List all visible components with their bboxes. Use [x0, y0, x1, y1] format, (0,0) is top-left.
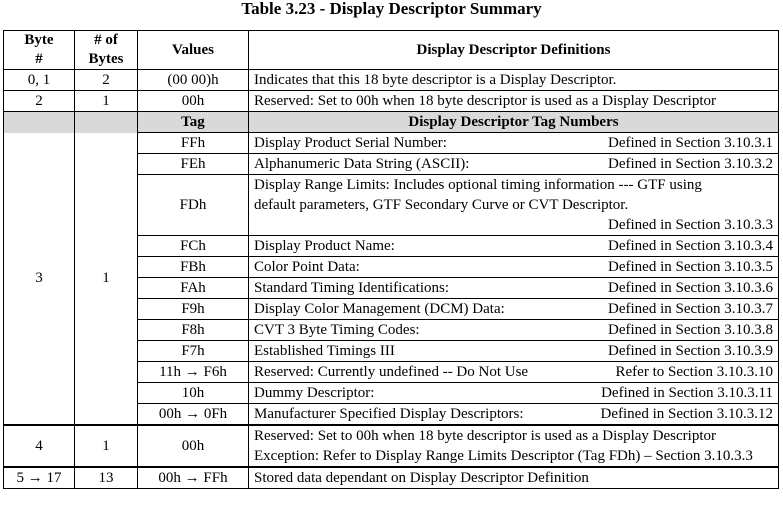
tag-definition: Established Timings III Defined in Section 3.10.3.9: [249, 341, 779, 362]
tag-definition: Display Product Name: Defined in Section 3.10.3.4: [249, 236, 779, 257]
tag-value: FBh: [138, 257, 249, 278]
tag-value: FEh: [138, 154, 249, 175]
tag-definition: Display Product Serial Number: Defined in Section 3.10.3.1: [249, 133, 779, 154]
section-ref: Defined in Section 3.10.3.5: [608, 259, 773, 275]
tag-header-row: [4, 112, 779, 133]
header-byte: Byte #: [4, 31, 75, 70]
tag-value: FFh: [138, 133, 249, 154]
count-cell-empty: [75, 112, 138, 133]
section-ref: Defined in Section 3.10.3.8: [608, 322, 773, 338]
table-header-row: [4, 31, 779, 70]
section-ref: Defined in Section 3.10.3.1: [608, 135, 773, 151]
byte-cell: 5 → 17: [4, 467, 75, 489]
tag-header: Tag: [138, 112, 249, 133]
tag-definition: Reserved: Currently undefined -- Do Not Use Refer to Section 3.10.3.10: [249, 362, 779, 383]
section-ref: Defined in Section 3.10.3.3: [608, 217, 773, 233]
tag-definition: Dummy Descriptor: Defined in Section 3.10.3.11: [249, 383, 779, 404]
tag-definition: Display Color Management (DCM) Data: Defined in Section 3.10.3.7: [249, 299, 779, 320]
tag-definition: Manufacturer Specified Display Descriptors: Defined in Section 3.10.3.12: [249, 404, 779, 426]
byte-cell: 3: [4, 133, 75, 426]
section-ref: Defined in Section 3.10.3.6: [608, 280, 773, 296]
tag-definition: Color Point Data: Defined in Section 3.10.3.5: [249, 257, 779, 278]
display-descriptor-table: [3, 30, 779, 489]
tag-value: FAh: [138, 278, 249, 299]
count-cell: 1: [75, 91, 138, 112]
tag-definition: CVT 3 Byte Timing Codes: Defined in Section 3.10.3.8: [249, 320, 779, 341]
byte-cell: 2: [4, 91, 75, 112]
value-cell: (00 00)h: [138, 70, 249, 91]
tag-value: 11h → F6h: [138, 362, 249, 383]
table-row: [4, 467, 779, 489]
section-ref: Defined in Section 3.10.3.2: [608, 156, 773, 172]
tag-value: FCh: [138, 236, 249, 257]
count-cell: 2: [75, 70, 138, 91]
table-row: [4, 91, 779, 112]
section-ref: Defined in Section 3.10.3.9: [608, 343, 773, 359]
table-row: [4, 70, 779, 91]
definition-cell: Reserved: Set to 00h when 18 byte descriptor is used as a Display Descriptor: [249, 91, 779, 112]
tag-row: [4, 133, 779, 154]
tag-value: 00h → 0Fh: [138, 404, 249, 426]
value-cell: 00h: [138, 91, 249, 112]
tag-value: F9h: [138, 299, 249, 320]
count-cell: 1: [75, 133, 138, 426]
table-row: [4, 425, 779, 467]
tag-value: 10h: [138, 383, 249, 404]
tag-definition: Display Range Limits: Includes optional timing information --- GTF using default parameters, GTF Secondary Curve or CVT Descriptor. Defined in Section 3.10.3.3: [249, 175, 779, 236]
section-ref: Defined in Section 3.10.3.4: [608, 238, 773, 254]
byte-cell-empty: [4, 112, 75, 133]
tag-definition: Standard Timing Identifications: Defined in Section 3.10.3.6: [249, 278, 779, 299]
header-num-bytes: # of Bytes: [75, 31, 138, 70]
header-values: Values: [138, 31, 249, 70]
tag-value: FDh: [138, 175, 249, 236]
definition-cell: Reserved: Set to 00h when 18 byte descriptor is used as a Display Descriptor Exception: Refer to Display Range Limits Descriptor (Tag FDh) – Section 3.10.3.3: [249, 425, 779, 467]
tag-value: F8h: [138, 320, 249, 341]
tag-value: F7h: [138, 341, 249, 362]
value-cell: 00h: [138, 425, 249, 467]
tag-definition: Alphanumeric Data String (ASCII): Defined in Section 3.10.3.2: [249, 154, 779, 175]
section-ref: Defined in Section 3.10.3.11: [601, 385, 773, 401]
byte-cell: 4: [4, 425, 75, 467]
definition-cell: Indicates that this 18 byte descriptor is a Display Descriptor.: [249, 70, 779, 91]
section-ref: Defined in Section 3.10.3.7: [608, 301, 773, 317]
count-cell: 13: [75, 467, 138, 489]
section-ref: Defined in Section 3.10.3.12: [600, 406, 773, 422]
section-ref: Refer to Section 3.10.3.10: [615, 364, 773, 380]
tag-numbers-header: Display Descriptor Tag Numbers: [249, 112, 779, 133]
count-cell: 1: [75, 425, 138, 467]
value-cell: 00h → FFh: [138, 467, 249, 489]
header-definitions: Display Descriptor Definitions: [249, 31, 779, 70]
byte-cell: 0, 1: [4, 70, 75, 91]
table-title: Table 3.23 - Display Descriptor Summary: [241, 0, 542, 18]
definition-cell: Stored data dependant on Display Descriptor Definition: [249, 467, 779, 489]
